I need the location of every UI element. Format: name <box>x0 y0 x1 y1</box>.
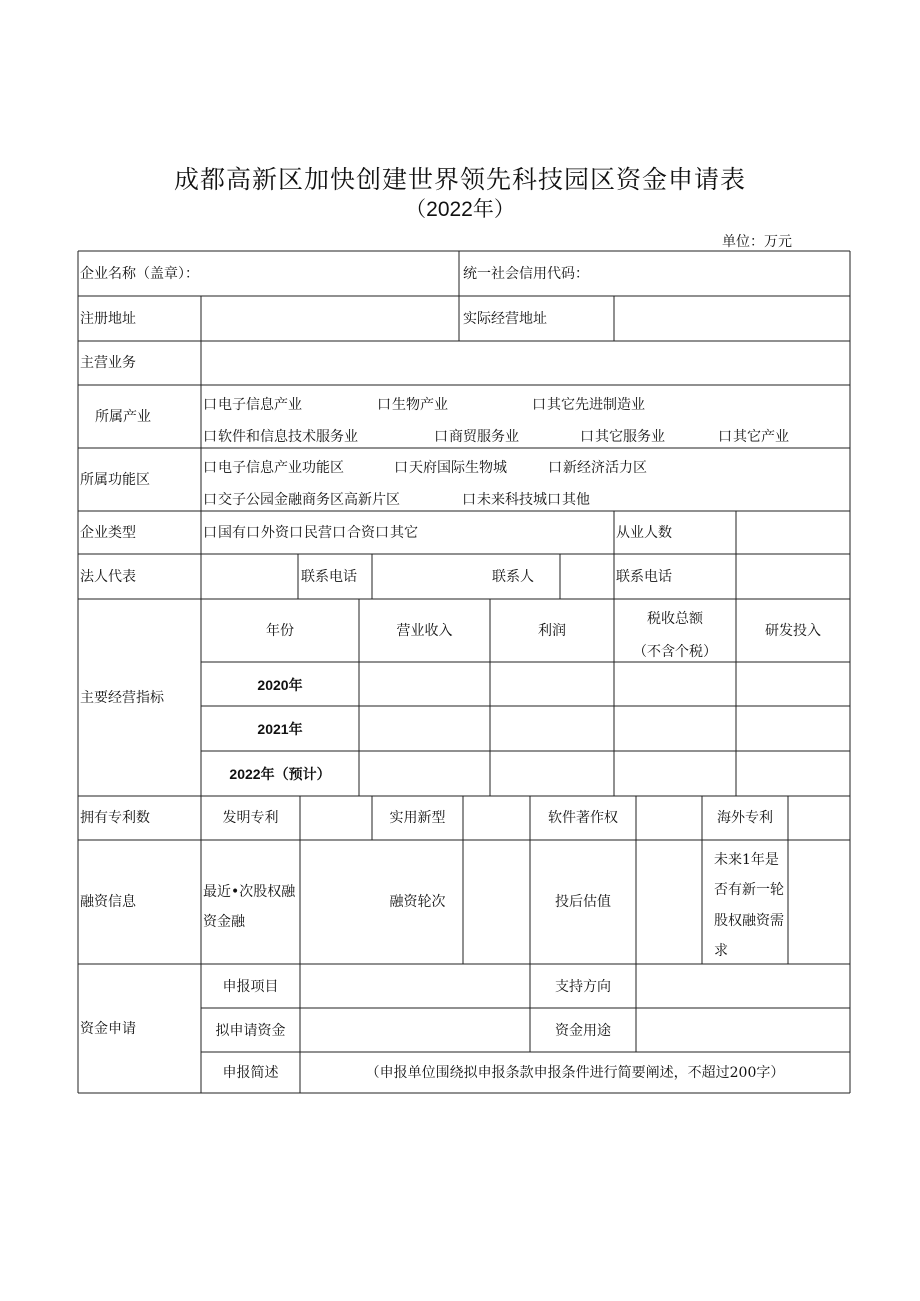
overseas-patent-label: 海外专利 <box>717 810 773 826</box>
apply-summary-hint: （申报单位围绕拟申报条款申报条件进行简要阐述，不超过200字） <box>365 1065 785 1081</box>
col-tax-header: 税收总额 <box>647 611 703 627</box>
zone-option[interactable]: 口电子信息产业功能区 <box>203 460 344 476</box>
employees-label: 从业人数 <box>616 525 672 541</box>
checkbox-icon: 口 <box>332 525 346 541</box>
company-type-label: 企业类型 <box>80 525 136 541</box>
support-direction-label: 支持方向 <box>555 979 611 995</box>
contact-phone-label: 联系电话 <box>616 569 672 585</box>
industry-option[interactable]: 口商贸服务业 <box>434 429 519 445</box>
checkbox-icon: 口 <box>203 429 217 445</box>
checkbox-icon: 口 <box>203 460 217 476</box>
apply-amount-label: 拟申请资金 <box>215 1023 286 1039</box>
phone-label: 联系电话 <box>301 569 357 585</box>
future-financing-line: 求 <box>714 943 728 959</box>
zone-option[interactable]: 口新经济活力区 <box>548 460 647 476</box>
apply-project-label: 申报项目 <box>222 979 279 995</box>
indicators-label: 主要经营指标 <box>80 690 164 706</box>
industry-option[interactable]: 口其它先进制造业 <box>532 397 645 413</box>
company-type-options[interactable]: 口国有口外资口民营口合资口其它 <box>203 525 418 541</box>
col-revenue-header: 营业收入 <box>396 623 453 639</box>
zone-label: 所属功能区 <box>80 472 150 488</box>
contact-label: 联系人 <box>492 569 534 585</box>
checkbox-icon: 口 <box>377 397 391 413</box>
year-row-label: 2022年（预计） <box>229 766 331 782</box>
financing-label: 融资信息 <box>80 894 136 910</box>
industry-option[interactable]: 口生物产业 <box>377 397 448 413</box>
page-subtitle: （2022年） <box>405 198 515 221</box>
year-row-label: 2021年 <box>257 721 303 737</box>
reg-address-label: 注册地址 <box>80 311 136 327</box>
main-business-label: 主营业务 <box>80 355 136 371</box>
checkbox-icon: 口 <box>548 460 562 476</box>
checkbox-icon: 口 <box>547 492 561 508</box>
future-financing-line: 股权融资需 <box>714 913 784 929</box>
checkbox-icon: 口 <box>289 525 303 541</box>
page-title: 成都高新区加快创建世界领先科技园区资金申请表 <box>173 165 746 194</box>
checkbox-icon: 口 <box>532 397 546 413</box>
checkbox-icon: 口 <box>462 492 476 508</box>
zone-option[interactable]: 口交子公园金融商务区高新片区 <box>203 492 400 508</box>
checkbox-icon: 口 <box>203 397 217 413</box>
col-year-header: 年份 <box>266 623 294 639</box>
col-profit-header: 利润 <box>538 623 566 639</box>
utility-model-label: 实用新型 <box>389 810 446 826</box>
legal-rep-label: 法人代表 <box>80 569 136 585</box>
col-rd-header: 研发投入 <box>765 623 821 639</box>
post-valuation-label: 投后估值 <box>555 894 611 910</box>
industry-label: 所属产业 <box>95 409 151 425</box>
checkbox-icon: 口 <box>375 525 389 541</box>
fund-apply-label: 资金申请 <box>80 1021 136 1037</box>
fund-use-label: 资金用途 <box>555 1023 611 1039</box>
future-financing-line: 未来1年是 <box>714 852 779 868</box>
software-copyright-label: 软件著作权 <box>548 810 618 826</box>
financing-round-label: 融资轮次 <box>389 894 446 910</box>
checkbox-icon: 口 <box>203 525 217 541</box>
checkbox-icon: 口 <box>580 429 594 445</box>
apply-summary-label: 申报简述 <box>222 1065 279 1081</box>
zone-option[interactable]: 口未来科技城口其他 <box>462 492 590 508</box>
zone-option[interactable]: 口天府国际生物城 <box>394 460 507 476</box>
industry-option[interactable]: 口其它产业 <box>718 429 789 445</box>
checkbox-icon: 口 <box>203 492 217 508</box>
future-financing-line: 否有新一轮 <box>714 882 784 898</box>
industry-option[interactable]: 口软件和信息技术服务业 <box>203 429 358 445</box>
last-financing-line: 资金融 <box>203 914 245 930</box>
col-tax-subheader: （不含个税） <box>633 644 717 660</box>
checkbox-icon: 口 <box>434 429 448 445</box>
credit-code-label: 统一社会信用代码： <box>463 266 589 282</box>
unit-label: 单位：万元 <box>722 234 792 250</box>
last-financing-line: 最近•次股权融 <box>203 884 296 900</box>
year-row-label: 2020年 <box>257 677 303 693</box>
industry-option[interactable]: 口电子信息产业 <box>203 397 302 413</box>
invention-patent-label: 发明专利 <box>222 810 279 826</box>
checkbox-icon: 口 <box>394 460 408 476</box>
checkbox-icon: 口 <box>246 525 260 541</box>
patents-label: 拥有专利数 <box>80 810 150 826</box>
op-address-label: 实际经营地址 <box>463 311 547 327</box>
company-name-label: 企业名称（盖章）： <box>80 266 199 282</box>
industry-option[interactable]: 口其它服务业 <box>580 429 665 445</box>
checkbox-icon: 口 <box>718 429 732 445</box>
